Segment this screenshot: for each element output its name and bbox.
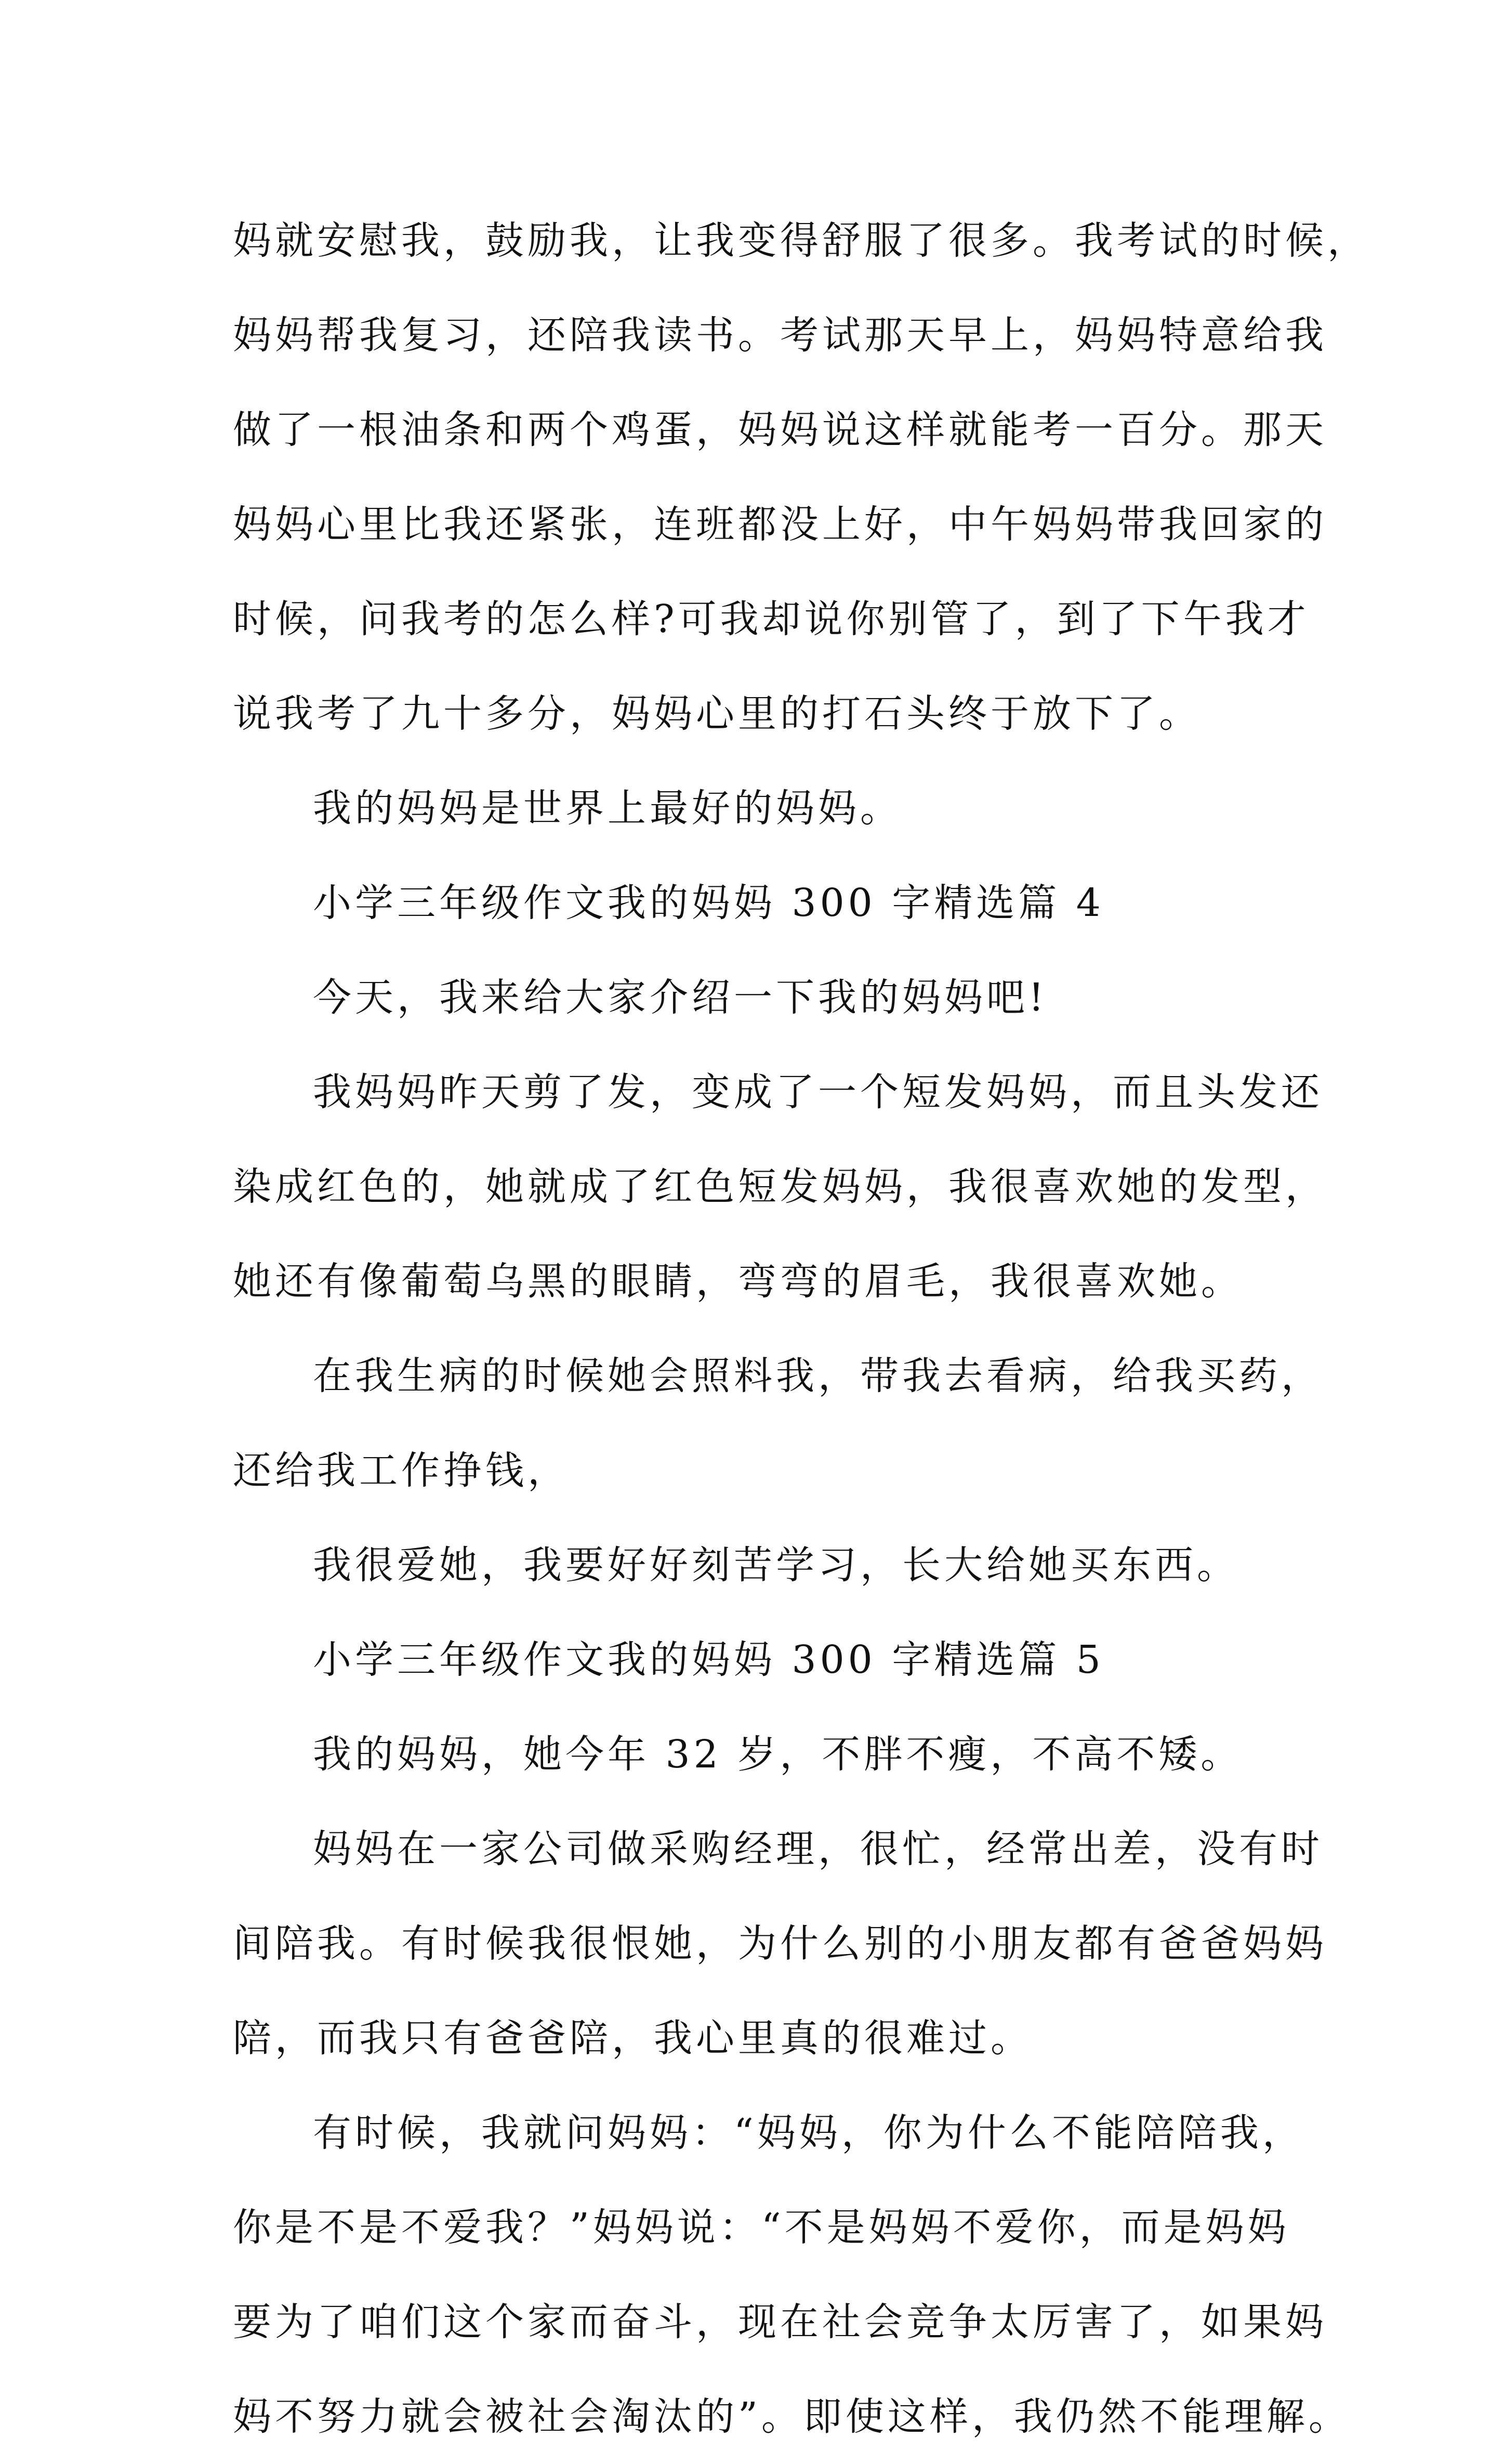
paragraph-line: 我很爱她，我要好好刻苦学习，长大给她买东西。 — [313, 1543, 1239, 1588]
section-heading: 小学三年级作文我的妈妈 300 字精选篇 4 — [313, 881, 1104, 925]
text-line: 时候，问我考的怎么样?可我却说你别管了，到了下午我才 — [233, 597, 1310, 641]
text-line: 要为了咱们这个家而奋斗，现在社会竞争太厉害了，如果妈 — [233, 2300, 1327, 2344]
text-line: 陪，而我只有爸爸陪，我心里真的很难过。 — [233, 2016, 1033, 2061]
paragraph-line: 有时候，我就问妈妈：“妈妈，你为什么不能陪陪我， — [313, 2111, 1304, 2155]
text-line: 妈妈心里比我还紧张，连班都没上好，中午妈妈带我回家的 — [233, 502, 1327, 547]
text-line: 间陪我。有时候我很恨她，为什么别的小朋友都有爸爸妈妈 — [233, 1921, 1327, 1966]
section-heading: 小学三年级作文我的妈妈 300 字精选篇 5 — [313, 1637, 1104, 1682]
essay-text-block — [233, 193, 1369, 2464]
paragraph-line: 在我生病的时候她会照料我，带我去看病，给我买药， — [313, 1354, 1323, 1398]
text-line: 她还有像葡萄乌黑的眼睛，弯弯的眉毛，我很喜欢她。 — [233, 1259, 1243, 1304]
paragraph-line: 我的妈妈，她今年 32 岁，不胖不瘦，不高不矮。 — [313, 1732, 1243, 1777]
paragraph-line: 妈妈在一家公司做采购经理，很忙，经常出差，没有时 — [313, 1827, 1323, 1871]
text-line: 你是不是不爱我？”妈妈说：“不是妈妈不爱你，而是妈妈 — [233, 2205, 1290, 2250]
text-line: 染成红色的，她就成了红色短发妈妈，我很喜欢她的发型， — [233, 1164, 1327, 1209]
text-line: 妈妈帮我复习，还陪我读书。考试那天早上，妈妈特意给我 — [233, 313, 1327, 358]
text-line: 说我考了九十多分，妈妈心里的打石头终于放下了。 — [233, 691, 1201, 736]
paragraph-line: 我的妈妈是世界上最好的妈妈。 — [313, 786, 902, 831]
text-line: 还给我工作挣钱， — [233, 1448, 570, 1493]
text-line: 做了一根油条和两个鸡蛋，妈妈说这样就能考一百分。那天 — [233, 408, 1327, 452]
paragraph-line: 今天，我来给大家介绍一下我的妈妈吧! — [313, 975, 1048, 1020]
paragraph-line: 我妈妈昨天剪了发，变成了一个短发妈妈，而且头发还 — [313, 1070, 1323, 1115]
text-line: 妈就安慰我，鼓励我，让我变得舒服了很多。我考试的时候， — [233, 218, 1369, 263]
text-line: 妈不努力就会被社会淘汰的”。即使这样，我仍然不能理解。 — [233, 2394, 1351, 2439]
